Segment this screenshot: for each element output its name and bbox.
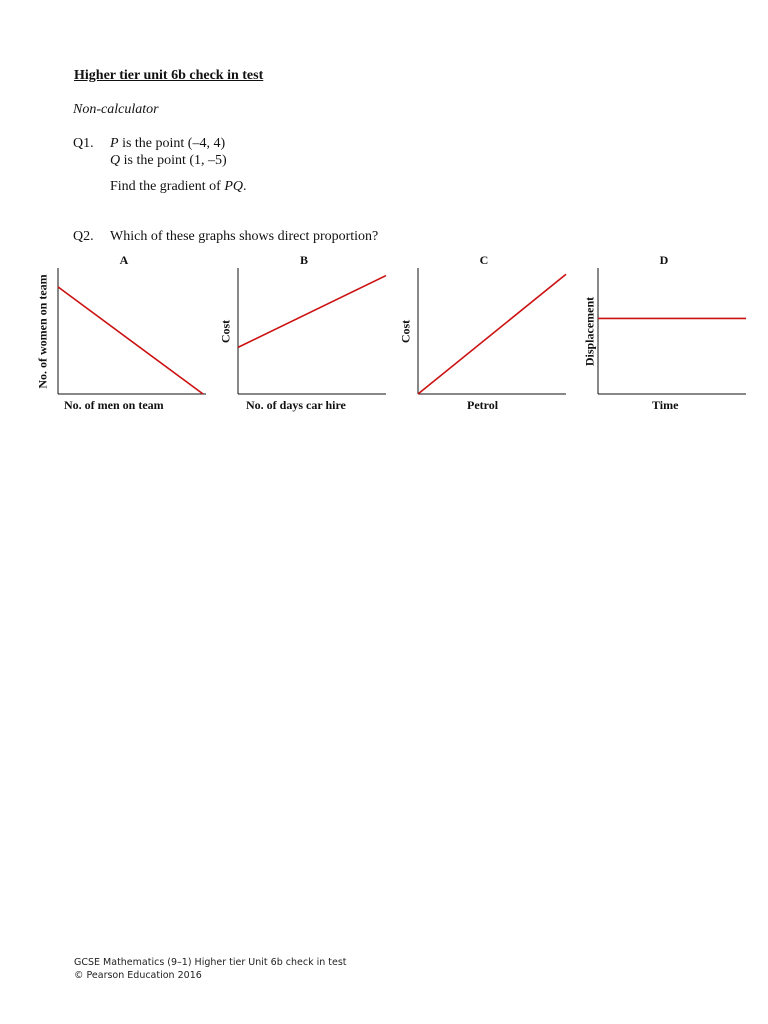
question-1-instruction xyxy=(110,179,246,195)
graph-b-letter: B xyxy=(299,253,308,267)
find-variable: PQ xyxy=(224,179,243,194)
graph-d-plot xyxy=(574,252,754,416)
graph-a-ylabel: No. of women on team xyxy=(35,274,50,389)
graph-c-plot xyxy=(394,252,574,416)
graph-d-letter: D xyxy=(659,253,669,267)
graph-a-xlabel: No. of men on team xyxy=(64,398,164,412)
page-title: Higher tier unit 6b check in test xyxy=(74,68,264,83)
graph-a-letter: A xyxy=(119,253,129,267)
graph-b xyxy=(214,252,394,416)
find-end: . xyxy=(242,179,247,194)
question-1-number: Q1. xyxy=(73,136,94,151)
page-subtitle: Non-calculator xyxy=(73,102,159,117)
point-p-variable: P xyxy=(110,136,119,151)
graph-b-plot xyxy=(214,252,394,416)
graph-b-xlabel: No. of days car hire xyxy=(246,398,346,412)
graph-c-letter: C xyxy=(479,253,489,267)
graph-c xyxy=(394,252,574,416)
graph-c-ylabel: Cost xyxy=(398,319,413,344)
question-1-line-2 xyxy=(110,153,227,169)
graph-a xyxy=(34,252,214,416)
question-2-number: Q2. xyxy=(73,229,94,244)
graph-b-line xyxy=(238,276,386,348)
graph-d-xlabel: Time xyxy=(652,398,679,412)
graph-d xyxy=(574,252,754,416)
footer-line-1: GCSE Mathematics (9–1) Higher tier Unit 6b check in test xyxy=(74,957,347,968)
footer-line-2: © Pearson Education 2016 xyxy=(74,970,202,981)
graph-d-ylabel: Displacement xyxy=(582,296,597,367)
graph-a-line xyxy=(58,287,203,394)
point-q-text: is the point (1, –5) xyxy=(120,153,227,168)
find-text: Find the gradient of xyxy=(110,179,225,194)
graph-c-xlabel: Petrol xyxy=(467,398,499,412)
question-1-line-1 xyxy=(110,136,225,152)
graph-b-ylabel: Cost xyxy=(218,319,233,344)
point-p-text: is the point (–4, 4) xyxy=(118,136,226,151)
question-2-text: Which of these graphs shows direct proportion? xyxy=(110,229,379,244)
graph-c-line xyxy=(418,274,566,394)
graph-a-plot xyxy=(34,252,214,416)
point-q-variable: Q xyxy=(110,153,121,168)
